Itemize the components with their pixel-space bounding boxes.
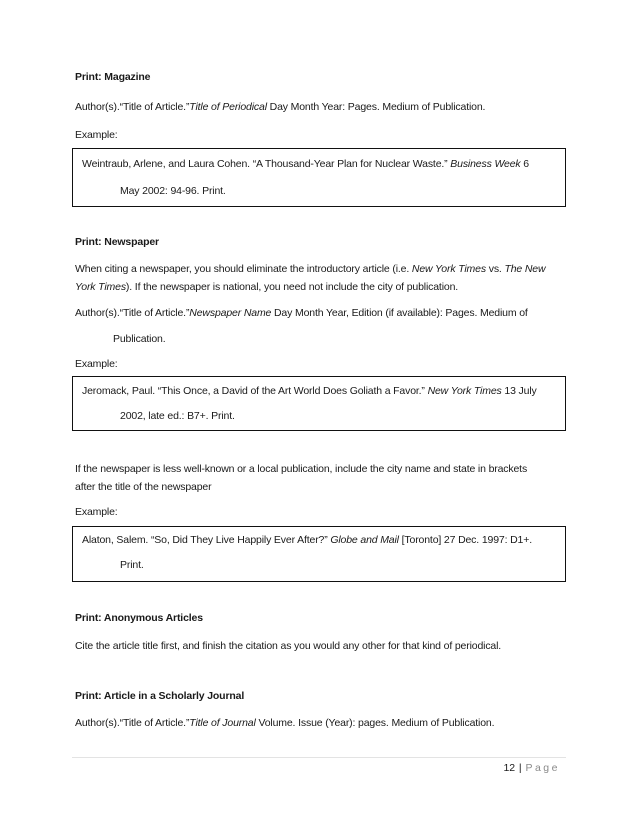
page-label: Page bbox=[525, 762, 560, 774]
magazine-example-box bbox=[72, 148, 566, 207]
newspaper-example-line-2: 2002, late ed.: B7+. Print. bbox=[120, 410, 235, 422]
newspaper-example2-label: Example: bbox=[75, 506, 118, 518]
newspaper-example-box bbox=[72, 376, 566, 431]
newspaper-example-text-end: 13 July bbox=[501, 385, 537, 397]
newspaper-local-line-2: after the title of the newspaper bbox=[75, 481, 212, 493]
magazine-format-text-end: Day Month Year: Pages. Medium of Publication. bbox=[266, 101, 486, 113]
section-heading-anonymous: Print: Anonymous Articles bbox=[75, 612, 203, 624]
page-footer bbox=[504, 762, 561, 774]
newspaper-example2-line-2: Print. bbox=[120, 559, 144, 571]
magazine-format-italic: Title of Periodical bbox=[189, 101, 267, 113]
newspaper-example2-line-1 bbox=[82, 534, 532, 546]
footer-divider bbox=[72, 757, 566, 758]
magazine-example-text-end: 6 bbox=[520, 158, 529, 170]
newspaper-example2-box bbox=[72, 526, 566, 582]
newspaper-format-italic: Newspaper Name bbox=[189, 307, 272, 319]
scholarly-format bbox=[75, 717, 494, 729]
newspaper-example-label: Example: bbox=[75, 358, 118, 370]
magazine-example-italic: Business Week bbox=[450, 158, 521, 170]
newspaper-intro-italic-2: The New bbox=[504, 263, 546, 275]
newspaper-format-text-end: Day Month Year, Edition (if available): Pages. Medium of bbox=[271, 307, 528, 319]
newspaper-intro-line-1 bbox=[75, 263, 545, 275]
section-heading-newspaper: Print: Newspaper bbox=[75, 236, 159, 248]
newspaper-example2-text: Alaton, Salem. “So, Did They Live Happily Ever After?” bbox=[82, 534, 331, 546]
newspaper-intro-text-2: vs. bbox=[485, 263, 505, 275]
scholarly-format-text-end: Volume. Issue (Year): pages. Medium of Publication. bbox=[255, 717, 495, 729]
newspaper-format-text: Author(s).“Title of Article.” bbox=[75, 307, 190, 319]
newspaper-intro-text-3: ). If the newspaper is national, you need not include the city of publication. bbox=[125, 281, 459, 293]
page-number: 12 bbox=[503, 762, 515, 774]
newspaper-intro-text: When citing a newspaper, you should eliminate the introductory article (i.e. bbox=[75, 263, 412, 275]
magazine-example-label: Example: bbox=[75, 129, 118, 141]
newspaper-intro-italic-1: New York Times bbox=[411, 263, 486, 275]
newspaper-example-line-1 bbox=[82, 385, 537, 397]
magazine-format bbox=[75, 101, 485, 113]
section-heading-scholarly: Print: Article in a Scholarly Journal bbox=[75, 690, 245, 702]
scholarly-format-italic: Title of Journal bbox=[189, 717, 256, 729]
scholarly-format-text: Author(s).“Title of Article.” bbox=[75, 717, 190, 729]
anonymous-text: Cite the article title first, and finish the citation as you would any other for that kind of periodical. bbox=[75, 640, 502, 652]
magazine-example-line-1 bbox=[82, 158, 529, 170]
magazine-example-text: Weintraub, Arlene, and Laura Cohen. “A Thousand-Year Plan for Nuclear Waste.” bbox=[82, 158, 451, 170]
newspaper-example2-text-end: [Toronto] 27 Dec. 1997: D1+. bbox=[398, 534, 532, 546]
newspaper-intro-line-2 bbox=[75, 281, 458, 293]
magazine-example-line-2: May 2002: 94-96. Print. bbox=[120, 185, 226, 197]
footer-separator: | bbox=[518, 762, 522, 774]
newspaper-example-italic: New York Times bbox=[427, 385, 502, 397]
newspaper-format-line-1 bbox=[75, 307, 528, 319]
newspaper-example2-italic: Globe and Mail bbox=[330, 534, 399, 546]
section-heading-magazine: Print: Magazine bbox=[75, 71, 151, 83]
newspaper-format-line-2: Publication. bbox=[113, 333, 166, 345]
newspaper-example-text: Jeromack, Paul. “This Once, a David of the Art World Does Goliath a Favor.” bbox=[82, 385, 428, 397]
newspaper-intro-italic-3: York Times bbox=[75, 281, 126, 293]
newspaper-local-line-1: If the newspaper is less well-known or a local publication, include the city name and state in brackets bbox=[75, 463, 528, 475]
magazine-format-text: Author(s).“Title of Article.” bbox=[75, 101, 190, 113]
